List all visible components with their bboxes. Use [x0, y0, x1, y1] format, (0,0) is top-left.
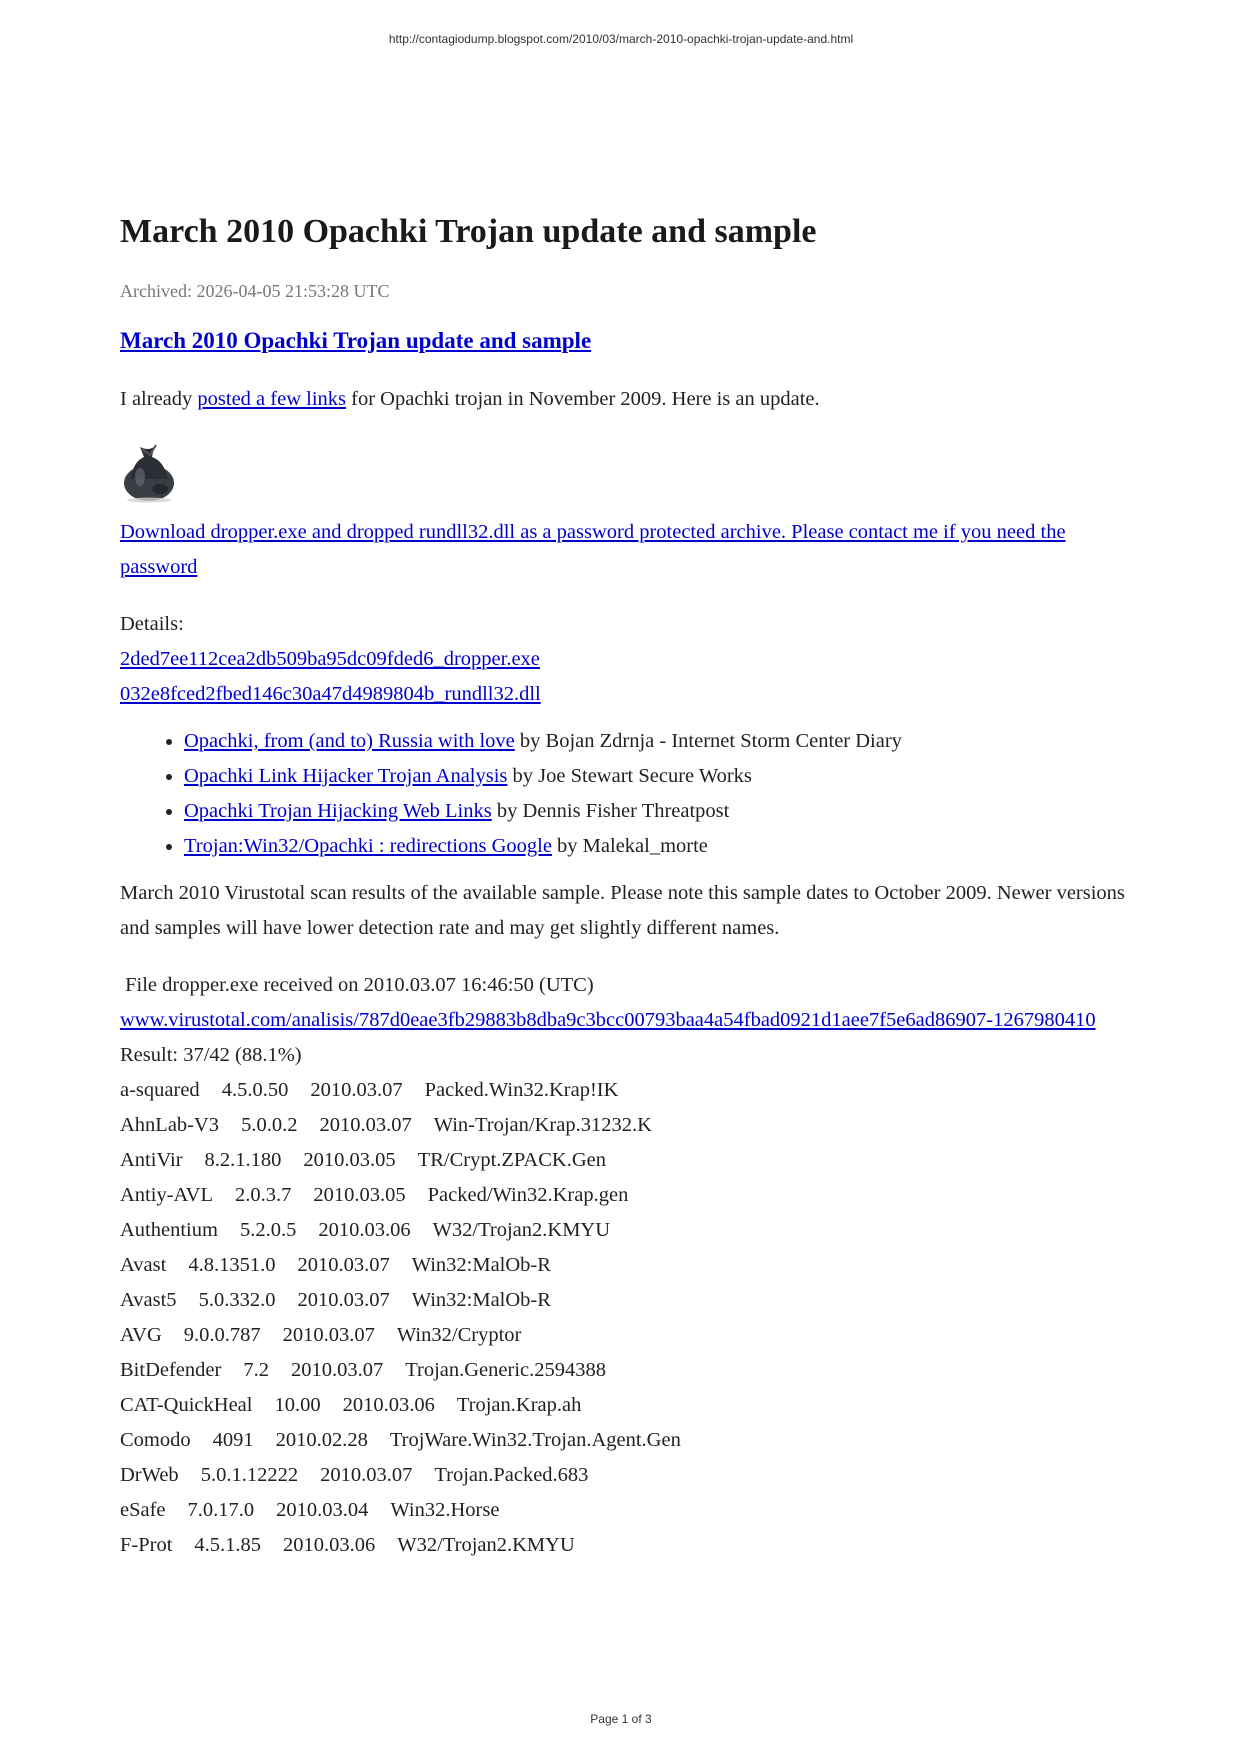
trash-bag-icon	[120, 439, 178, 503]
engine-name: a-squared	[120, 1078, 200, 1101]
intro-suffix: for Opachki trojan in November 2009. Here is an update.	[346, 387, 820, 410]
archived-timestamp: Archived: 2026-04-05 21:53:28 UTC	[120, 280, 390, 301]
page-footer: Page 1 of 3	[590, 1712, 652, 1726]
engine-version: 4.8.1351.0	[188, 1253, 276, 1276]
scan-date: 2010.03.05	[303, 1148, 396, 1171]
engine-name: Avast	[120, 1253, 167, 1276]
post-title	[120, 328, 1130, 354]
table-row	[120, 1248, 1130, 1283]
reference-link[interactable]: Trojan:Win32/Opachki : redirections Google	[184, 834, 552, 857]
scan-date: 2010.03.05	[313, 1183, 406, 1206]
scan-file-line: File dropper.exe received on 2010.03.07 16:46:50 (UTC)	[120, 973, 594, 996]
engine-name: F-Prot	[120, 1533, 173, 1556]
list-item	[184, 794, 1130, 829]
engine-version: 8.2.1.180	[204, 1148, 282, 1171]
table-row	[120, 1493, 1130, 1528]
reference-author: by Dennis Fisher Threatpost	[491, 799, 730, 822]
virustotal-link[interactable]: www.virustotal.com/analisis/787d0eae3fb29883b8dba9c3bcc00793baa4a54fbad0921d1aee7f5e6ad86907-1267980410	[120, 1008, 1096, 1031]
reference-link[interactable]: Opachki, from (and to) Russia with love	[184, 729, 515, 752]
detection-name: Trojan.Krap.ah	[456, 1393, 582, 1416]
engine-name: CAT-QuickHeal	[120, 1393, 253, 1416]
detection-name: TR/Crypt.ZPACK.Gen	[417, 1148, 606, 1171]
list-item	[184, 724, 1130, 759]
table-row	[120, 1388, 1130, 1423]
details-item	[120, 642, 1130, 677]
table-row	[120, 1108, 1130, 1143]
article	[120, 212, 1130, 1563]
table-row	[120, 1143, 1130, 1178]
post-title-link[interactable]: March 2010 Opachki Trojan update and sample	[120, 327, 592, 353]
engine-name: Comodo	[120, 1428, 191, 1451]
detection-name: Win32.Horse	[390, 1498, 500, 1521]
detection-name: Win32/Cryptor	[396, 1323, 522, 1346]
engine-version: 7.2	[243, 1358, 269, 1381]
engine-version: 5.0.0.2	[241, 1113, 298, 1136]
reference-author: by Joe Stewart Secure Works	[507, 764, 752, 787]
scan-date: 2010.03.07	[319, 1113, 412, 1136]
detection-name: Win32:MalOb-R	[411, 1288, 551, 1311]
dll-hash-link[interactable]: 032e8fced2fbed146c30a47d4989804b_rundll32.dll	[120, 682, 541, 705]
page-header-url: http://contagiodump.blogspot.com/2010/03/march-2010-opachki-trojan-update-and.html	[388, 32, 854, 46]
engine-name: AhnLab-V3	[120, 1113, 220, 1136]
detection-name: Win-Trojan/Krap.31232.K	[433, 1113, 652, 1136]
engine-version: 4091	[212, 1428, 254, 1451]
table-row	[120, 1073, 1130, 1108]
engine-version: 5.2.0.5	[239, 1218, 297, 1241]
engine-name: AVG	[120, 1323, 162, 1346]
dropper-hash-link[interactable]: 2ded7ee112cea2db509ba95dc09fded6_dropper.exe	[120, 647, 540, 670]
detection-name: Trojan.Packed.683	[434, 1463, 589, 1486]
scan-rows	[120, 1073, 1130, 1563]
table-row	[120, 1528, 1130, 1563]
reference-link[interactable]: Opachki Link Hijacker Trojan Analysis	[184, 764, 508, 787]
engine-name: Avast5	[120, 1288, 177, 1311]
detection-name: Packed/Win32.Krap.gen	[427, 1183, 629, 1206]
table-row	[120, 1178, 1130, 1213]
engine-version: 5.0.1.12222	[200, 1463, 299, 1486]
engine-name: Authentium	[120, 1218, 218, 1241]
references-list	[120, 724, 1130, 864]
reference-link[interactable]: Opachki Trojan Hijacking Web Links	[184, 799, 492, 822]
scan-date: 2010.03.06	[318, 1218, 411, 1241]
scan-result: Result: 37/42 (88.1%)	[120, 1043, 302, 1066]
details-item	[120, 677, 1130, 712]
engine-version: 7.0.17.0	[187, 1498, 255, 1521]
table-row	[120, 1353, 1130, 1388]
table-row	[120, 1423, 1130, 1458]
intro-prefix: I already	[120, 387, 198, 410]
scan-date: 2010.03.04	[276, 1498, 369, 1521]
scan-date: 2010.03.07	[297, 1253, 390, 1276]
engine-name: BitDefender	[120, 1358, 222, 1381]
scan-results	[120, 968, 1130, 1563]
list-item	[184, 759, 1130, 794]
details-label: Details:	[120, 612, 184, 635]
scan-date: 2010.03.07	[297, 1288, 390, 1311]
virustotal-paragraph: March 2010 Virustotal scan results of the available sample. Please note this sample dates to October 2009. Newer versions and samples will have lower detection rate and may get slightly different names.	[120, 881, 1125, 939]
table-row	[120, 1213, 1130, 1248]
table-row	[120, 1283, 1130, 1318]
detection-name: Win32:MalOb-R	[411, 1253, 551, 1276]
engine-name: AntiVir	[120, 1148, 183, 1171]
reference-author: by Malekal_morte	[551, 834, 708, 857]
detection-name: Trojan.Generic.2594388	[405, 1358, 606, 1381]
detection-name: Packed.Win32.Krap!IK	[424, 1078, 619, 1101]
scan-link-line	[120, 1003, 1130, 1038]
scan-date: 2010.03.07	[290, 1358, 384, 1381]
intro-paragraph	[120, 382, 1130, 417]
page-title: March 2010 Opachki Trojan update and sample	[120, 213, 817, 250]
scan-date: 2010.03.07	[310, 1078, 403, 1101]
scan-date: 2010.03.06	[342, 1393, 435, 1416]
detection-name: W32/Trojan2.KMYU	[432, 1218, 611, 1241]
table-row	[120, 1458, 1130, 1493]
engine-version: 10.00	[274, 1393, 321, 1416]
engine-version: 9.0.0.787	[183, 1323, 261, 1346]
engine-version: 4.5.1.85	[194, 1533, 262, 1556]
table-row	[120, 1318, 1130, 1353]
scan-date: 2010.03.06	[283, 1533, 376, 1556]
reference-author: by Bojan Zdrnja - Internet Storm Center Diary	[514, 729, 902, 752]
list-item	[184, 829, 1130, 864]
download-paragraph	[120, 515, 1130, 585]
detection-name: TrojWare.Win32.Trojan.Agent.Gen	[389, 1428, 681, 1451]
scan-date: 2010.03.07	[320, 1463, 413, 1486]
download-archive-link[interactable]: Download dropper.exe and dropped rundll32.dll as a password protected archive. Please contact me if you need the password	[120, 520, 1066, 578]
posted-links-link[interactable]: posted a few links	[197, 387, 347, 410]
engine-version: 4.5.0.50	[221, 1078, 289, 1101]
engine-name: eSafe	[120, 1498, 166, 1521]
scan-date: 2010.03.07	[282, 1323, 375, 1346]
engine-version: 5.0.332.0	[198, 1288, 276, 1311]
engine-name: DrWeb	[120, 1463, 179, 1486]
engine-name: Antiy-AVL	[120, 1183, 214, 1206]
detection-name: W32/Trojan2.KMYU	[397, 1533, 575, 1556]
scan-date: 2010.02.28	[275, 1428, 368, 1451]
engine-version: 2.0.3.7	[235, 1183, 292, 1206]
